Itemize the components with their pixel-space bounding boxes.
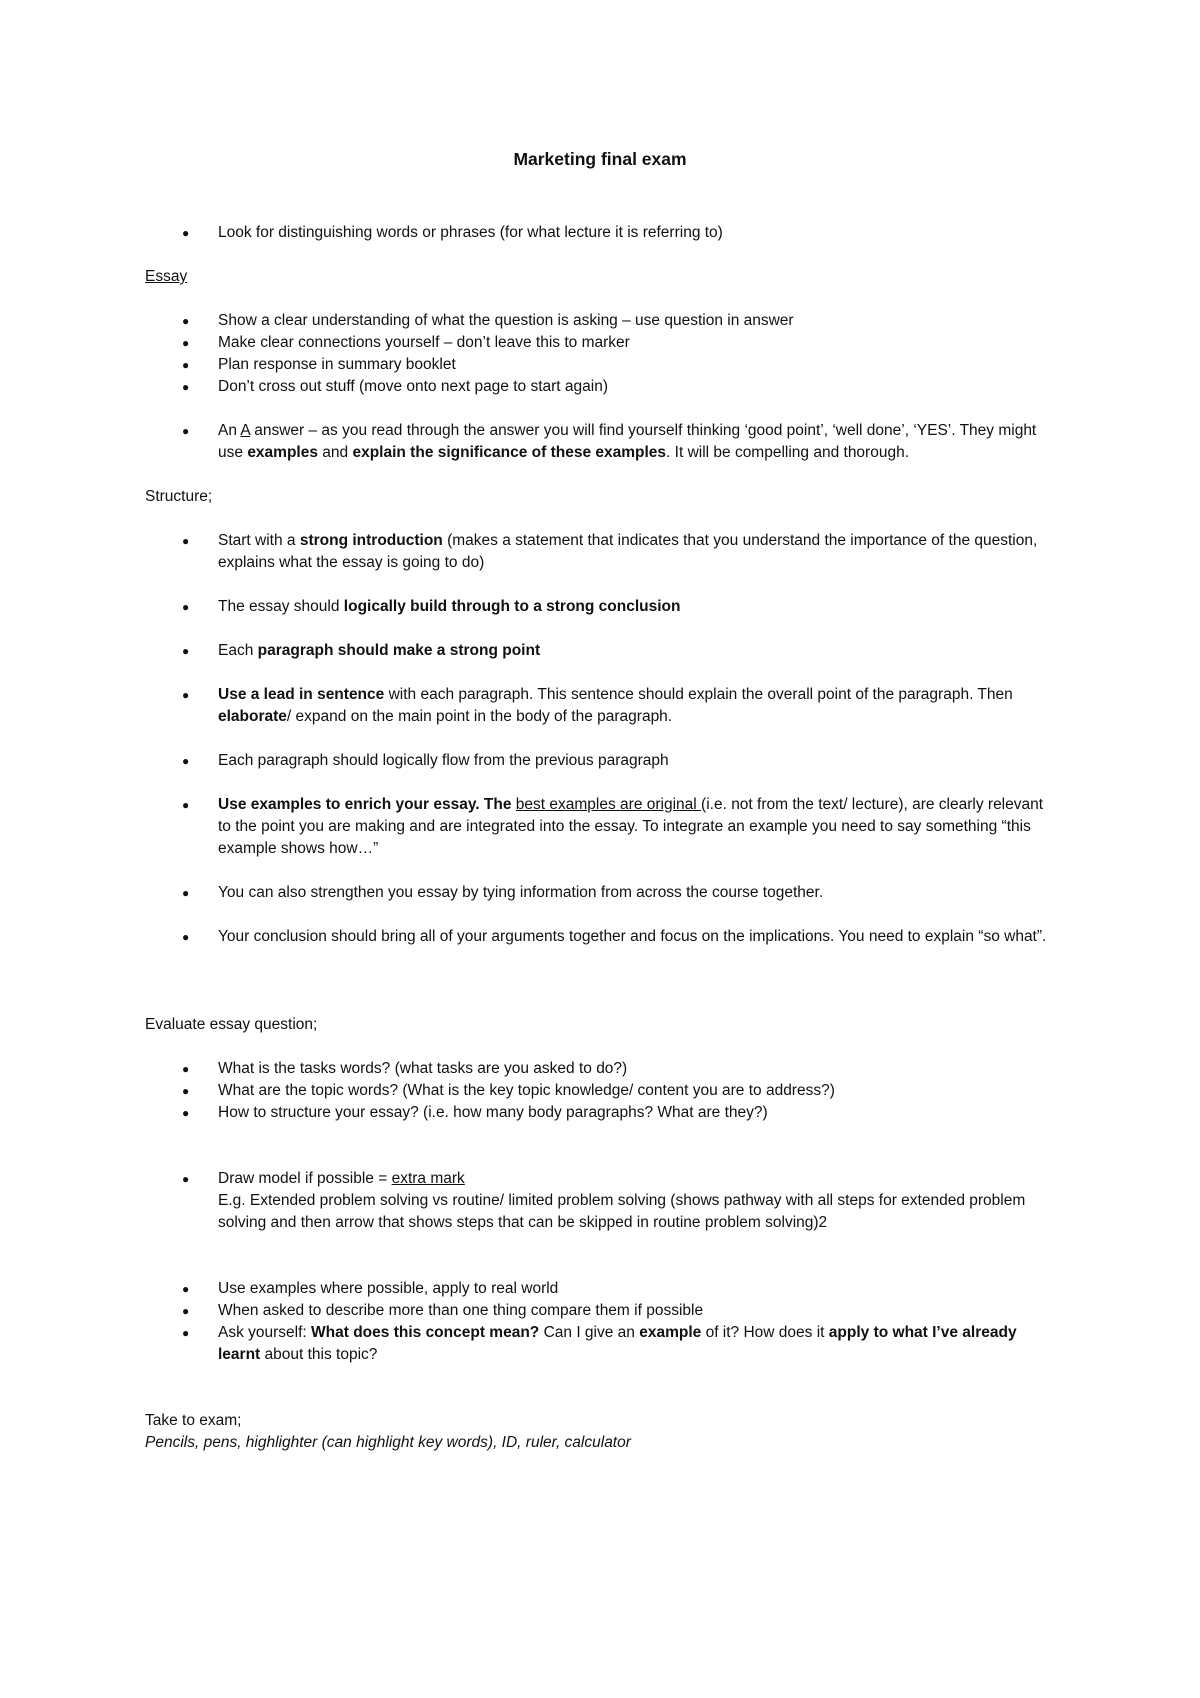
bullet-icon: ● <box>182 534 190 548</box>
list-item-text: When asked to describe more than one thing compare them if possible <box>218 1302 704 1319</box>
bullet-icon: ● <box>182 314 190 328</box>
bullet-icon: ● <box>182 600 190 614</box>
bullet-icon: ● <box>182 424 190 438</box>
evaluate-heading: Evaluate essay question; <box>145 1016 318 1033</box>
bullet-icon: ● <box>182 1084 190 1098</box>
take-heading: Take to exam; <box>145 1412 242 1429</box>
bullet-icon: ● <box>182 754 190 768</box>
bullet-icon: ● <box>182 930 190 944</box>
list-item-text: An A answer – as you read through the answer you will find yourself thinking ‘good point’, ‘well done’, ‘YES’. They might use examples and explain the significance of these examples. It will be compelling and thorough. <box>218 422 1037 461</box>
list-item-text: What is the tasks words? (what tasks are you asked to do?) <box>218 1060 628 1077</box>
take-items: Pencils, pens, highlighter (can highlight key words), ID, ruler, calculator <box>145 1434 631 1451</box>
list-item-text: How to structure your essay? (i.e. how many body paragraphs? What are they?) <box>218 1104 768 1121</box>
page-title: Marketing final exam <box>513 149 687 169</box>
list-item-text: Plan response in summary booklet <box>218 356 456 373</box>
list-item-text: Start with a strong introduction (makes a statement that indicates that you understand the importance of the question, explains what the essay is going to do) <box>218 532 1038 571</box>
bullet-icon: ● <box>182 226 190 240</box>
list-item-text: Use examples to enrich your essay. The best examples are original (i.e. not from the text/ lecture), are clearly relevant to the point you are making and are integrated into the essay. To integrate an example you need to say something “this example shows how…” <box>218 796 1044 857</box>
bullet-icon: ● <box>182 358 190 372</box>
bullet-icon: ● <box>182 1304 190 1318</box>
list-item-text: Ask yourself: What does this concept mean? Can I give an example of it? How does it apply to what I’ve already learnt about this topic? <box>218 1324 1017 1363</box>
list-item-text: Look for distinguishing words or phrases (for what lecture it is referring to) <box>218 224 723 241</box>
bullet-icon: ● <box>182 1282 190 1296</box>
bullet-icon: ● <box>182 886 190 900</box>
list-item-text: The essay should logically build through to a strong conclusion <box>218 598 681 615</box>
bullet-icon: ● <box>182 336 190 350</box>
list-item-text: You can also strengthen you essay by tying information from across the course together. <box>218 884 824 901</box>
bullet-icon: ● <box>182 1062 190 1076</box>
list-item-text: Your conclusion should bring all of your arguments together and focus on the implications. You need to explain “so what”. <box>218 928 1047 945</box>
bullet-icon: ● <box>182 1106 190 1120</box>
list-item-text: Each paragraph should make a strong point <box>218 642 541 659</box>
structure-heading: Structure; <box>145 488 213 505</box>
bullet-icon: ● <box>182 798 190 812</box>
list-item-text: Make clear connections yourself – don’t leave this to marker <box>218 334 630 351</box>
list-item-text: Use a lead in sentence with each paragraph. This sentence should explain the overall point of the paragraph. Then elaborate/ expand on the main point in the body of the paragraph. <box>218 686 1013 725</box>
list-item-text: Show a clear understanding of what the question is asking – use question in answer <box>218 312 794 329</box>
essay-heading: Essay <box>145 268 188 285</box>
bullet-icon: ● <box>182 1172 190 1186</box>
list-item-text: Draw model if possible = extra mark E.g. Extended problem solving vs routine/ limited problem solving (shows pathway with all steps for extended problem solving and then arrow that shows steps that can be skipped in routine problem solving)2 <box>218 1170 1026 1231</box>
bullet-icon: ● <box>182 380 190 394</box>
bullet-icon: ● <box>182 644 190 658</box>
bullet-icon: ● <box>182 688 190 702</box>
bullet-icon: ● <box>182 1326 190 1340</box>
list-item-text: Don’t cross out stuff (move onto next page to start again) <box>218 378 609 395</box>
list-item-text: Use examples where possible, apply to real world <box>218 1280 559 1297</box>
list-item-text: What are the topic words? (What is the key topic knowledge/ content you are to address?) <box>218 1082 835 1099</box>
list-item-text: Each paragraph should logically flow from the previous paragraph <box>218 752 669 769</box>
